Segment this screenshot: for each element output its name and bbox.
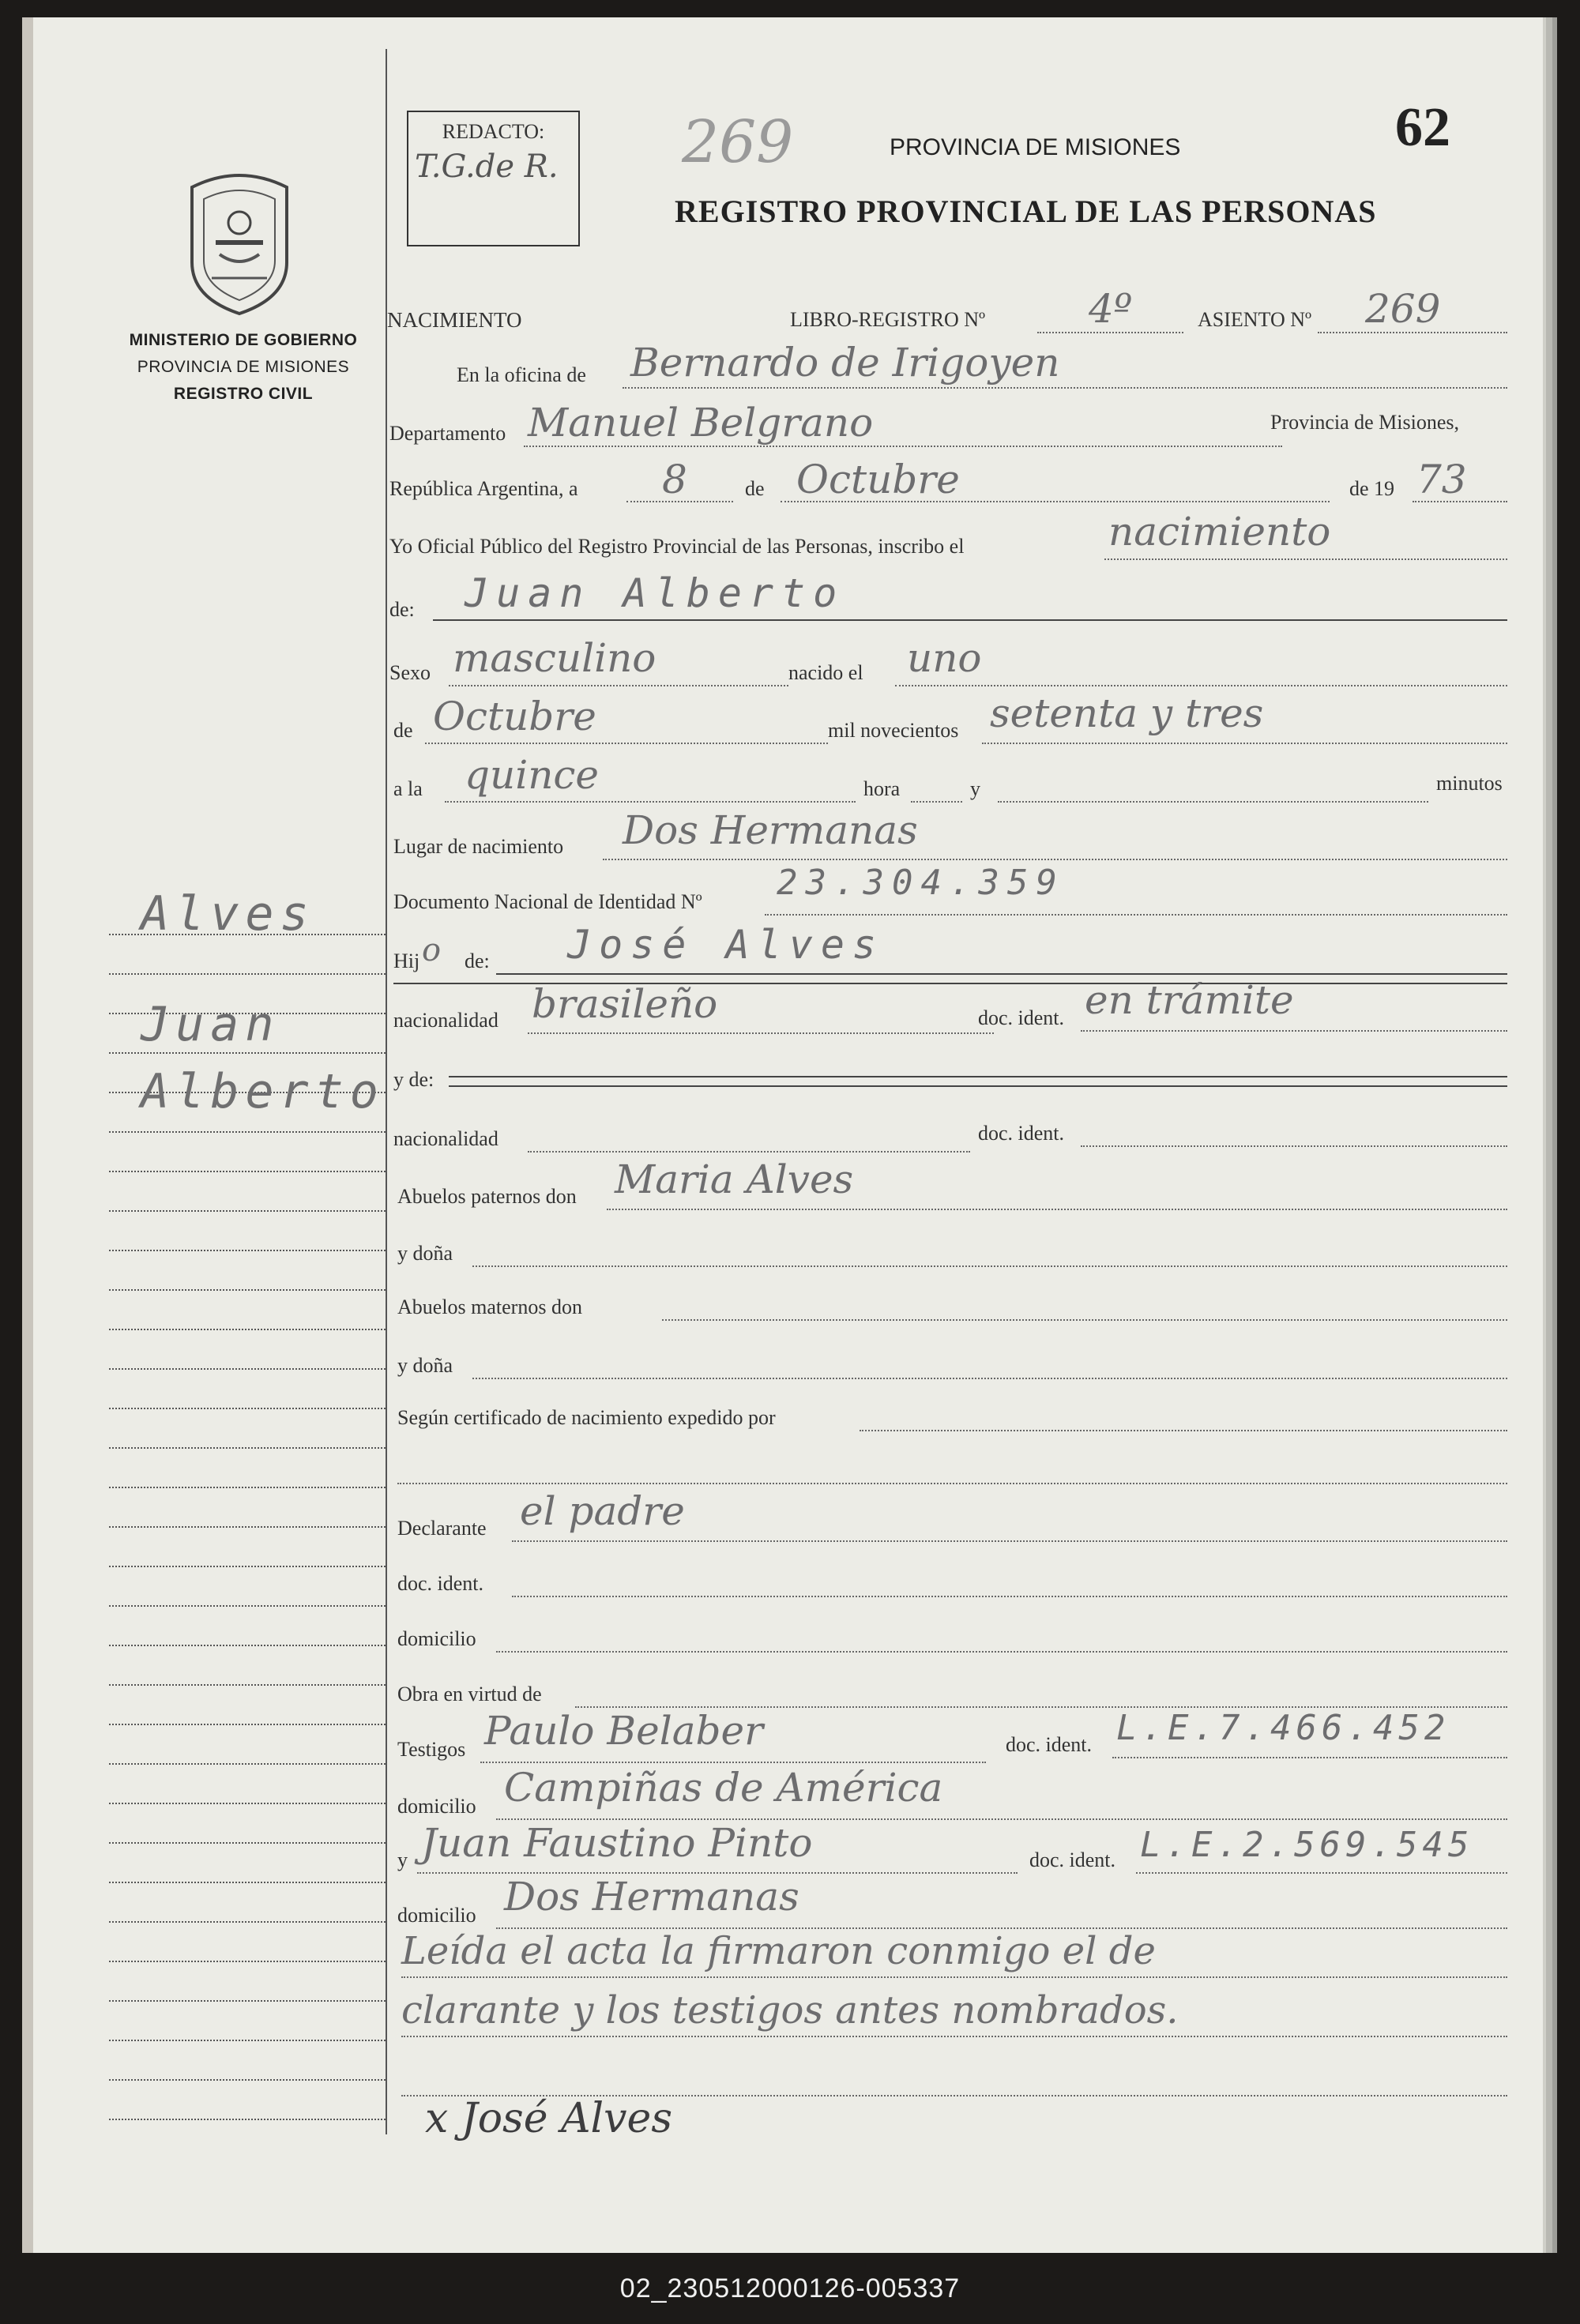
testigo2-value: Juan Faustino Pinto xyxy=(421,1820,813,1866)
hijo-de-label: de: xyxy=(465,950,490,972)
closing-line-1: Leída el acta la firmaron conmigo el de xyxy=(401,1929,1156,1973)
yde-label: y de: xyxy=(393,1068,434,1091)
nacimiento-label: NACIMIENTO xyxy=(387,308,522,332)
nacionalidad2-label: nacionalidad xyxy=(393,1127,498,1150)
ydona-label: y doña xyxy=(397,1242,453,1265)
ydona2-label: y doña xyxy=(397,1354,453,1377)
domicilio3-label: domicilio xyxy=(397,1904,476,1927)
y2-label: y xyxy=(397,1848,408,1871)
nacido-label: nacido el xyxy=(788,661,863,684)
redacto-signature: T.G.de R. xyxy=(415,149,559,185)
margin-given-2: Alberto xyxy=(141,1064,385,1119)
margin-given-1: Juan xyxy=(141,997,280,1052)
y-label: y xyxy=(970,777,980,800)
closing-line-2: clarante y los testigos antes nombrados. xyxy=(401,1988,1179,2033)
anio-label: de 19 xyxy=(1349,477,1395,500)
redacto-label: REDACTO: xyxy=(442,120,545,143)
mes2-value: Octubre xyxy=(433,694,596,739)
nacionalidad-label: nacionalidad xyxy=(393,1009,498,1032)
sexo-value: masculino xyxy=(453,635,656,681)
ministry-province: PROVINCIA DE MISIONES xyxy=(137,358,350,376)
abuelos-paternos-label: Abuelos paternos don xyxy=(397,1185,577,1208)
domicilio2-label: domicilio xyxy=(397,1795,476,1818)
segun-label: Según certificado de nacimiento expedido por xyxy=(397,1406,776,1429)
docident2-label: doc. ident. xyxy=(978,1122,1065,1145)
sexo-label: Sexo xyxy=(389,661,431,684)
anio-value: 73 xyxy=(1416,457,1467,502)
docident5-label: doc. ident. xyxy=(1029,1848,1116,1871)
handwritten-number: 269 xyxy=(682,108,794,176)
dia-value: 8 xyxy=(662,457,687,502)
republica-label: República Argentina, a xyxy=(389,477,578,500)
hora-label: hora xyxy=(863,777,901,800)
oficina-label: En la oficina de xyxy=(457,363,586,386)
oficina-value: Bernardo de Irigoyen xyxy=(630,340,1060,385)
mil-value: setenta y tres xyxy=(990,690,1264,736)
mes-value: Octubre xyxy=(796,457,960,502)
docident3-label: doc. ident. xyxy=(397,1572,484,1595)
hora-value: quince xyxy=(465,752,599,798)
padre-value: José Alves xyxy=(567,922,885,968)
testigo2-doc: L.E.2.569.545 xyxy=(1140,1825,1474,1865)
minutos-label: minutos xyxy=(1436,772,1503,795)
obra-label: Obra en virtud de xyxy=(397,1683,542,1705)
libro-label: LIBRO-REGISTRO Nº xyxy=(790,308,986,331)
ministry-header xyxy=(97,327,389,408)
register-page xyxy=(22,17,1546,2253)
de3-label: de xyxy=(393,719,413,742)
docident4-label: doc. ident. xyxy=(1006,1733,1093,1756)
page-spine xyxy=(22,17,33,2253)
asiento-value: 269 xyxy=(1365,286,1441,332)
redacto-box xyxy=(407,111,580,246)
departamento-value: Manuel Belgrano xyxy=(528,400,874,446)
docident-value: en trámite xyxy=(1085,977,1294,1023)
testigos-label: Testigos xyxy=(397,1738,466,1761)
asiento-label: ASIENTO Nº xyxy=(1198,308,1312,331)
de2-label: de: xyxy=(389,598,415,621)
lugar-label: Lugar de nacimiento xyxy=(393,835,564,858)
docident-label: doc. ident. xyxy=(978,1006,1065,1029)
province-heading: PROVINCIA DE MISIONES xyxy=(890,134,1181,160)
ministry-name: MINISTERIO DE GOBIERNO xyxy=(129,331,358,349)
declarante-value: el padre xyxy=(520,1488,685,1534)
yo-oficial-label: Yo Oficial Público del Registro Provincial de las Personas, inscribo el xyxy=(389,535,965,558)
margin-surname: Alves xyxy=(141,886,315,942)
hijo-suffix: o xyxy=(422,932,442,968)
declarante-label: Declarante xyxy=(397,1517,487,1540)
abuelos-maternos-label: Abuelos maternos don xyxy=(397,1295,582,1318)
mil-label: mil novecientos xyxy=(828,719,959,742)
nombre-value: Juan Alberto xyxy=(465,570,845,616)
testigo1-doc: L.E.7.466.452 xyxy=(1116,1708,1450,1748)
folio-number: 62 xyxy=(1395,97,1450,158)
image-caption: 02_230512000126-005337 xyxy=(619,2273,961,2303)
yo-oficial-value: nacimiento xyxy=(1108,509,1331,555)
coat-of-arms-icon xyxy=(176,167,303,318)
lugar-value: Dos Hermanas xyxy=(623,807,918,853)
de-label: de xyxy=(745,477,765,500)
abuelos-paternos-value: Maria Alves xyxy=(615,1156,854,1202)
libro-value: 4º xyxy=(1089,286,1133,332)
ministry-registry: REGISTRO CIVIL xyxy=(173,385,314,403)
testigo1-value: Paulo Belaber xyxy=(484,1708,764,1754)
domicilio-label: domicilio xyxy=(397,1627,476,1650)
departamento-label: Departamento xyxy=(389,422,506,445)
testigo1-dom: Campiñas de América xyxy=(504,1765,943,1811)
declarant-signature: x José Alves xyxy=(425,2095,673,2142)
nacionalidad-value: brasileño xyxy=(532,981,718,1027)
testigo2-dom: Dos Hermanas xyxy=(504,1874,799,1920)
hijo-label: Hij xyxy=(393,950,420,972)
dni-value: 23.304.359 xyxy=(777,863,1065,903)
ala-label: a la xyxy=(393,777,423,800)
registry-title: REGISTRO PROVINCIAL DE LAS PERSONAS xyxy=(675,194,1377,229)
nacido-value: uno xyxy=(907,635,982,681)
dni-label: Documento Nacional de Identidad Nº xyxy=(393,890,702,913)
provincia-label: Provincia de Misiones, xyxy=(1270,411,1460,434)
